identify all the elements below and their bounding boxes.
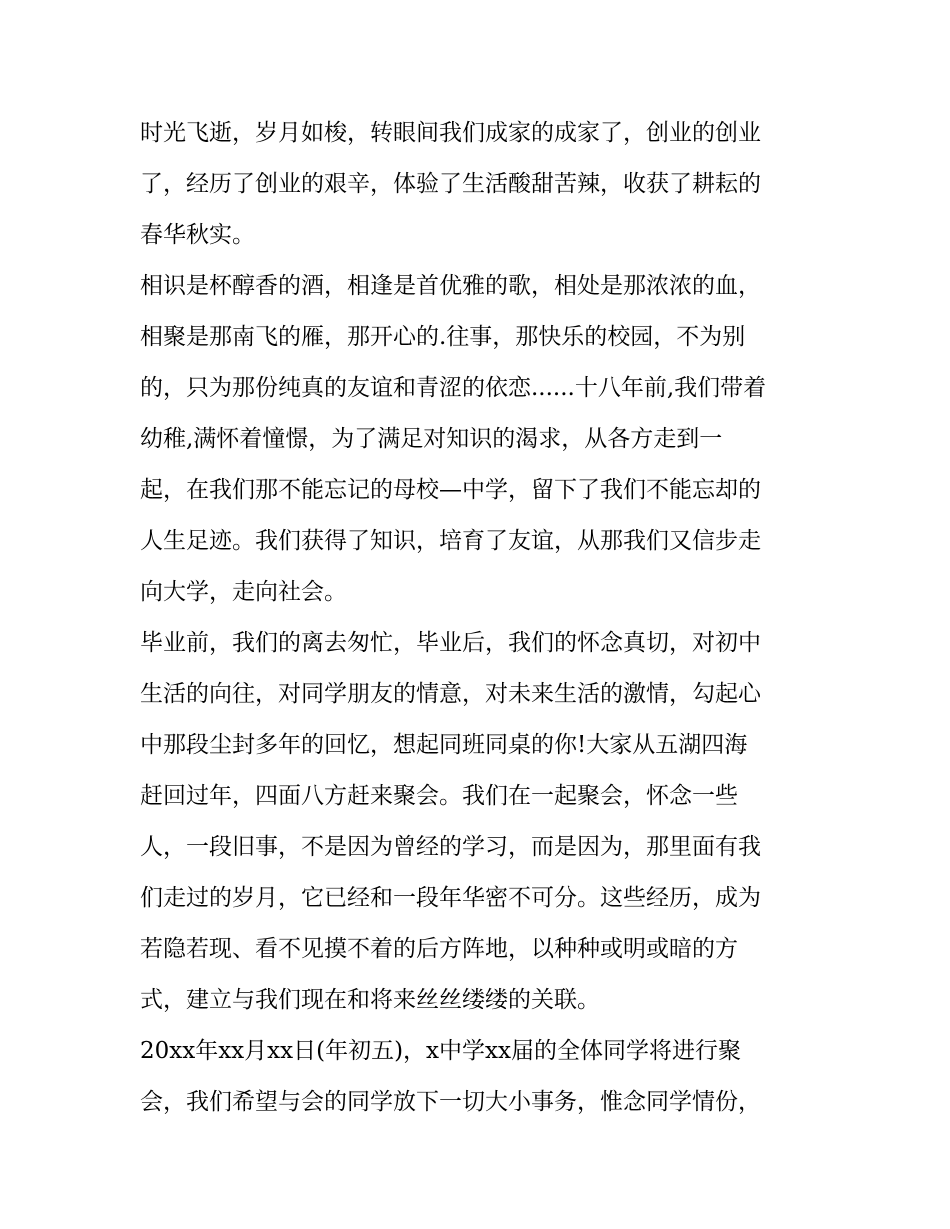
text-line: 了，经历了创业的艰辛，体验了生活酸甜苦辣，收获了耕耘的 [140,171,761,197]
text-line: 向大学，走向社会。 [140,579,347,605]
text-line: 生活的向往，对同学朋友的情意，对未来生活的激情，勾起心 [140,681,761,707]
text-line: 赶回过年，四面八方赶来聚会。我们在一起聚会，怀念一些 [140,783,738,809]
text-line: 的，只为那份纯真的友谊和青涩的依恋......十八年前,我们带着 [140,375,767,401]
paragraph-2 [140,261,812,618]
paragraph-3 [140,618,812,1026]
text-line: 们走过的岁月，它已经和一段年华密不可分。这些经历，成为 [140,885,761,911]
text-line: 相识是杯醇香的酒，相逢是首优雅的歌，相处是那浓浓的血， [140,273,761,299]
text-line: 式，建立与我们现在和将来丝丝缕缕的关联。 [140,987,600,1013]
text-line: 相聚是那南飞的雁，那开心的.往事，那快乐的校园，不为别 [140,324,746,350]
text-line: 时光飞逝，岁月如梭，转眼间我们成家的成家了，创业的创业 [140,120,761,146]
text-line: 会，我们希望与会的同学放下一切大小事务，惟念同学情份， [140,1089,761,1115]
text-line: 春华秋实。 [140,222,255,248]
text-line: 人，一段旧事，不是因为曾经的学习，而是因为，那里面有我 [140,834,761,860]
text-line: 毕业前，我们的离去匆忙，毕业后，我们的怀念真切，对初中 [140,630,761,656]
document-body [140,108,812,1128]
text-line: 起，在我们那不能忘记的母校—中学，留下了我们不能忘却的 [140,477,761,503]
text-line: 20xx年xx月xx日(年初五)，x中学xx届的全体同学将进行聚 [140,1038,741,1064]
text-line: 幼稚,满怀着憧憬，为了满足对知识的渴求，从各方走到一 [140,426,723,452]
text-line: 若隐若现、看不见摸不着的后方阵地，以种种或明或暗的方 [140,936,738,962]
text-line: 中那段尘封多年的回忆，想起同班同桌的你!大家从五湖四海 [140,732,748,758]
text-line: 人生足迹。我们获得了知识，培育了友谊，从那我们又信步走 [140,528,761,554]
paragraph-1 [140,108,812,261]
paragraph-4 [140,1026,812,1128]
